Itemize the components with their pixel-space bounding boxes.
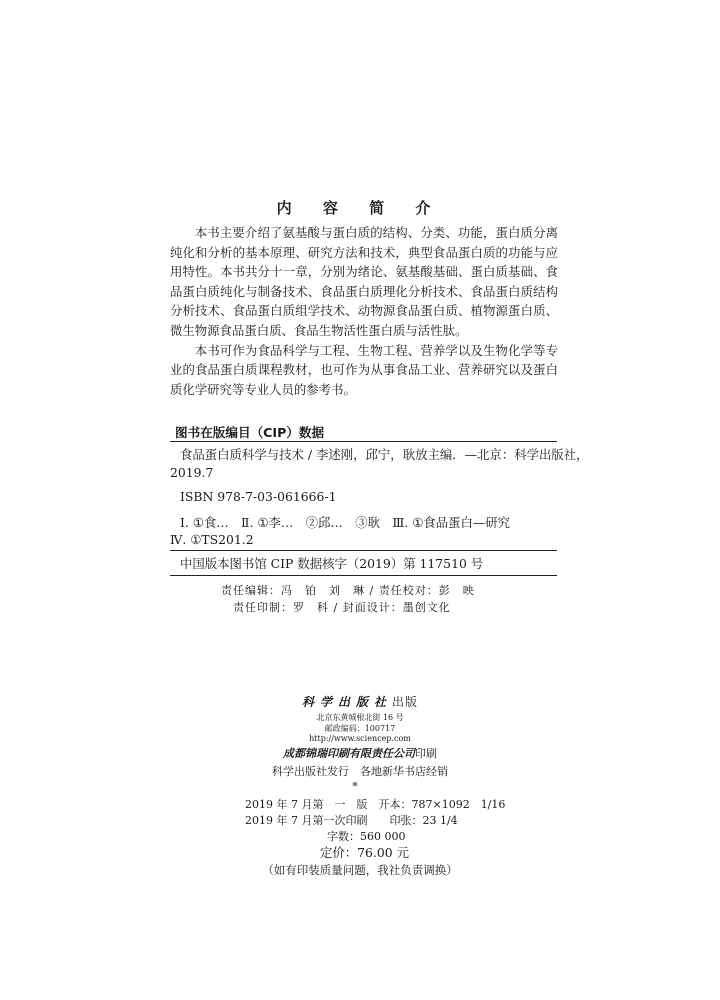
editors-line1: 责任编辑：冯 铂 刘 琳 / 责任校对：彭 映	[221, 584, 475, 597]
summary-paragraph: 本书主要介绍了氨基酸与蛋白质的结构、分类、功能，蛋白质分离纯化和分析的基本原理、研究方法和技术，典型食品蛋白质的功能与应用特性。本书共分十一章，分别为绪论、氨基酸基础、蛋白质基础、食品蛋白质纯化与制备技术、食品蛋白质理化分析技术、食品蛋白质结构分析技术、食品蛋白质组学技术、动物源食品蛋白质、植物源蛋白质、微生物源食品蛋白质、食品生物活性蛋白质与活性肽。	[170, 225, 558, 338]
word-count: 字数：560 000	[327, 830, 406, 843]
summary-heading: 内 容 简 介	[276, 199, 444, 217]
cip-record-line2: 2019.7	[170, 465, 214, 480]
cip-isbn: ISBN 978-7-03-061666-1	[180, 489, 337, 504]
publisher-postcode: 邮政编码：100717	[324, 724, 396, 733]
cip-bottom-rule	[170, 575, 557, 576]
cip-subject-line1: Ⅰ. ①食… Ⅱ. ①李… ②邱… ③耿 Ⅲ. ①食品蛋白—研究	[180, 515, 511, 530]
edition-line: 2019 年 7 月第 一 版 开本：787×1092 1/16	[245, 798, 506, 811]
cip-mid-rule	[170, 550, 557, 551]
printer-suffix: 印刷	[415, 747, 437, 760]
editors-line2: 责任印制：罗 科 / 封面设计：墨创文化	[233, 601, 451, 614]
publisher-suffix: 出版	[392, 695, 419, 709]
publisher-name: 科学出版社	[301, 695, 392, 709]
separator-mark: *	[352, 780, 358, 793]
summary-paragraph: 本书可作为食品科学与工程、生物工程、营养学以及生物化学等专业的食品蛋白质课程教材，也可作为从事食品工业、营养研究以及蛋白质化学研究等专业人员的参考书。	[170, 342, 558, 397]
cip-title: 图书在版编目（CIP）数据	[175, 425, 325, 440]
publisher-website: http://www.sciencep.com	[309, 734, 411, 743]
printer-line	[0, 745, 720, 761]
price: 定价：76.00 元	[320, 845, 409, 860]
quality-note: （如有印装质量问题，我社负责调换）	[262, 863, 458, 877]
cip-subject-line2: Ⅳ. ①TS201.2	[170, 532, 254, 547]
distribution-line: 科学出版社发行 各地新华书店经销	[272, 765, 448, 778]
publisher-address: 北京东黄城根北街 16 号	[316, 713, 404, 722]
printing-line: 2019 年 7 月第一次印刷 印张：23 1/4	[245, 814, 458, 827]
summary-body	[170, 223, 558, 399]
cip-record-line1: 食品蛋白质科学与技术 / 李述刚，邱宁，耿放主编．—北京：科学出版社，	[180, 447, 589, 462]
printer-name: 成都锦瑞印刷有限责任公司	[283, 747, 415, 760]
cip-data-number: 中国版本图书馆 CIP 数据核字（2019）第 117510 号	[180, 556, 484, 571]
cip-top-rule	[170, 441, 557, 442]
publisher-line	[0, 693, 720, 710]
